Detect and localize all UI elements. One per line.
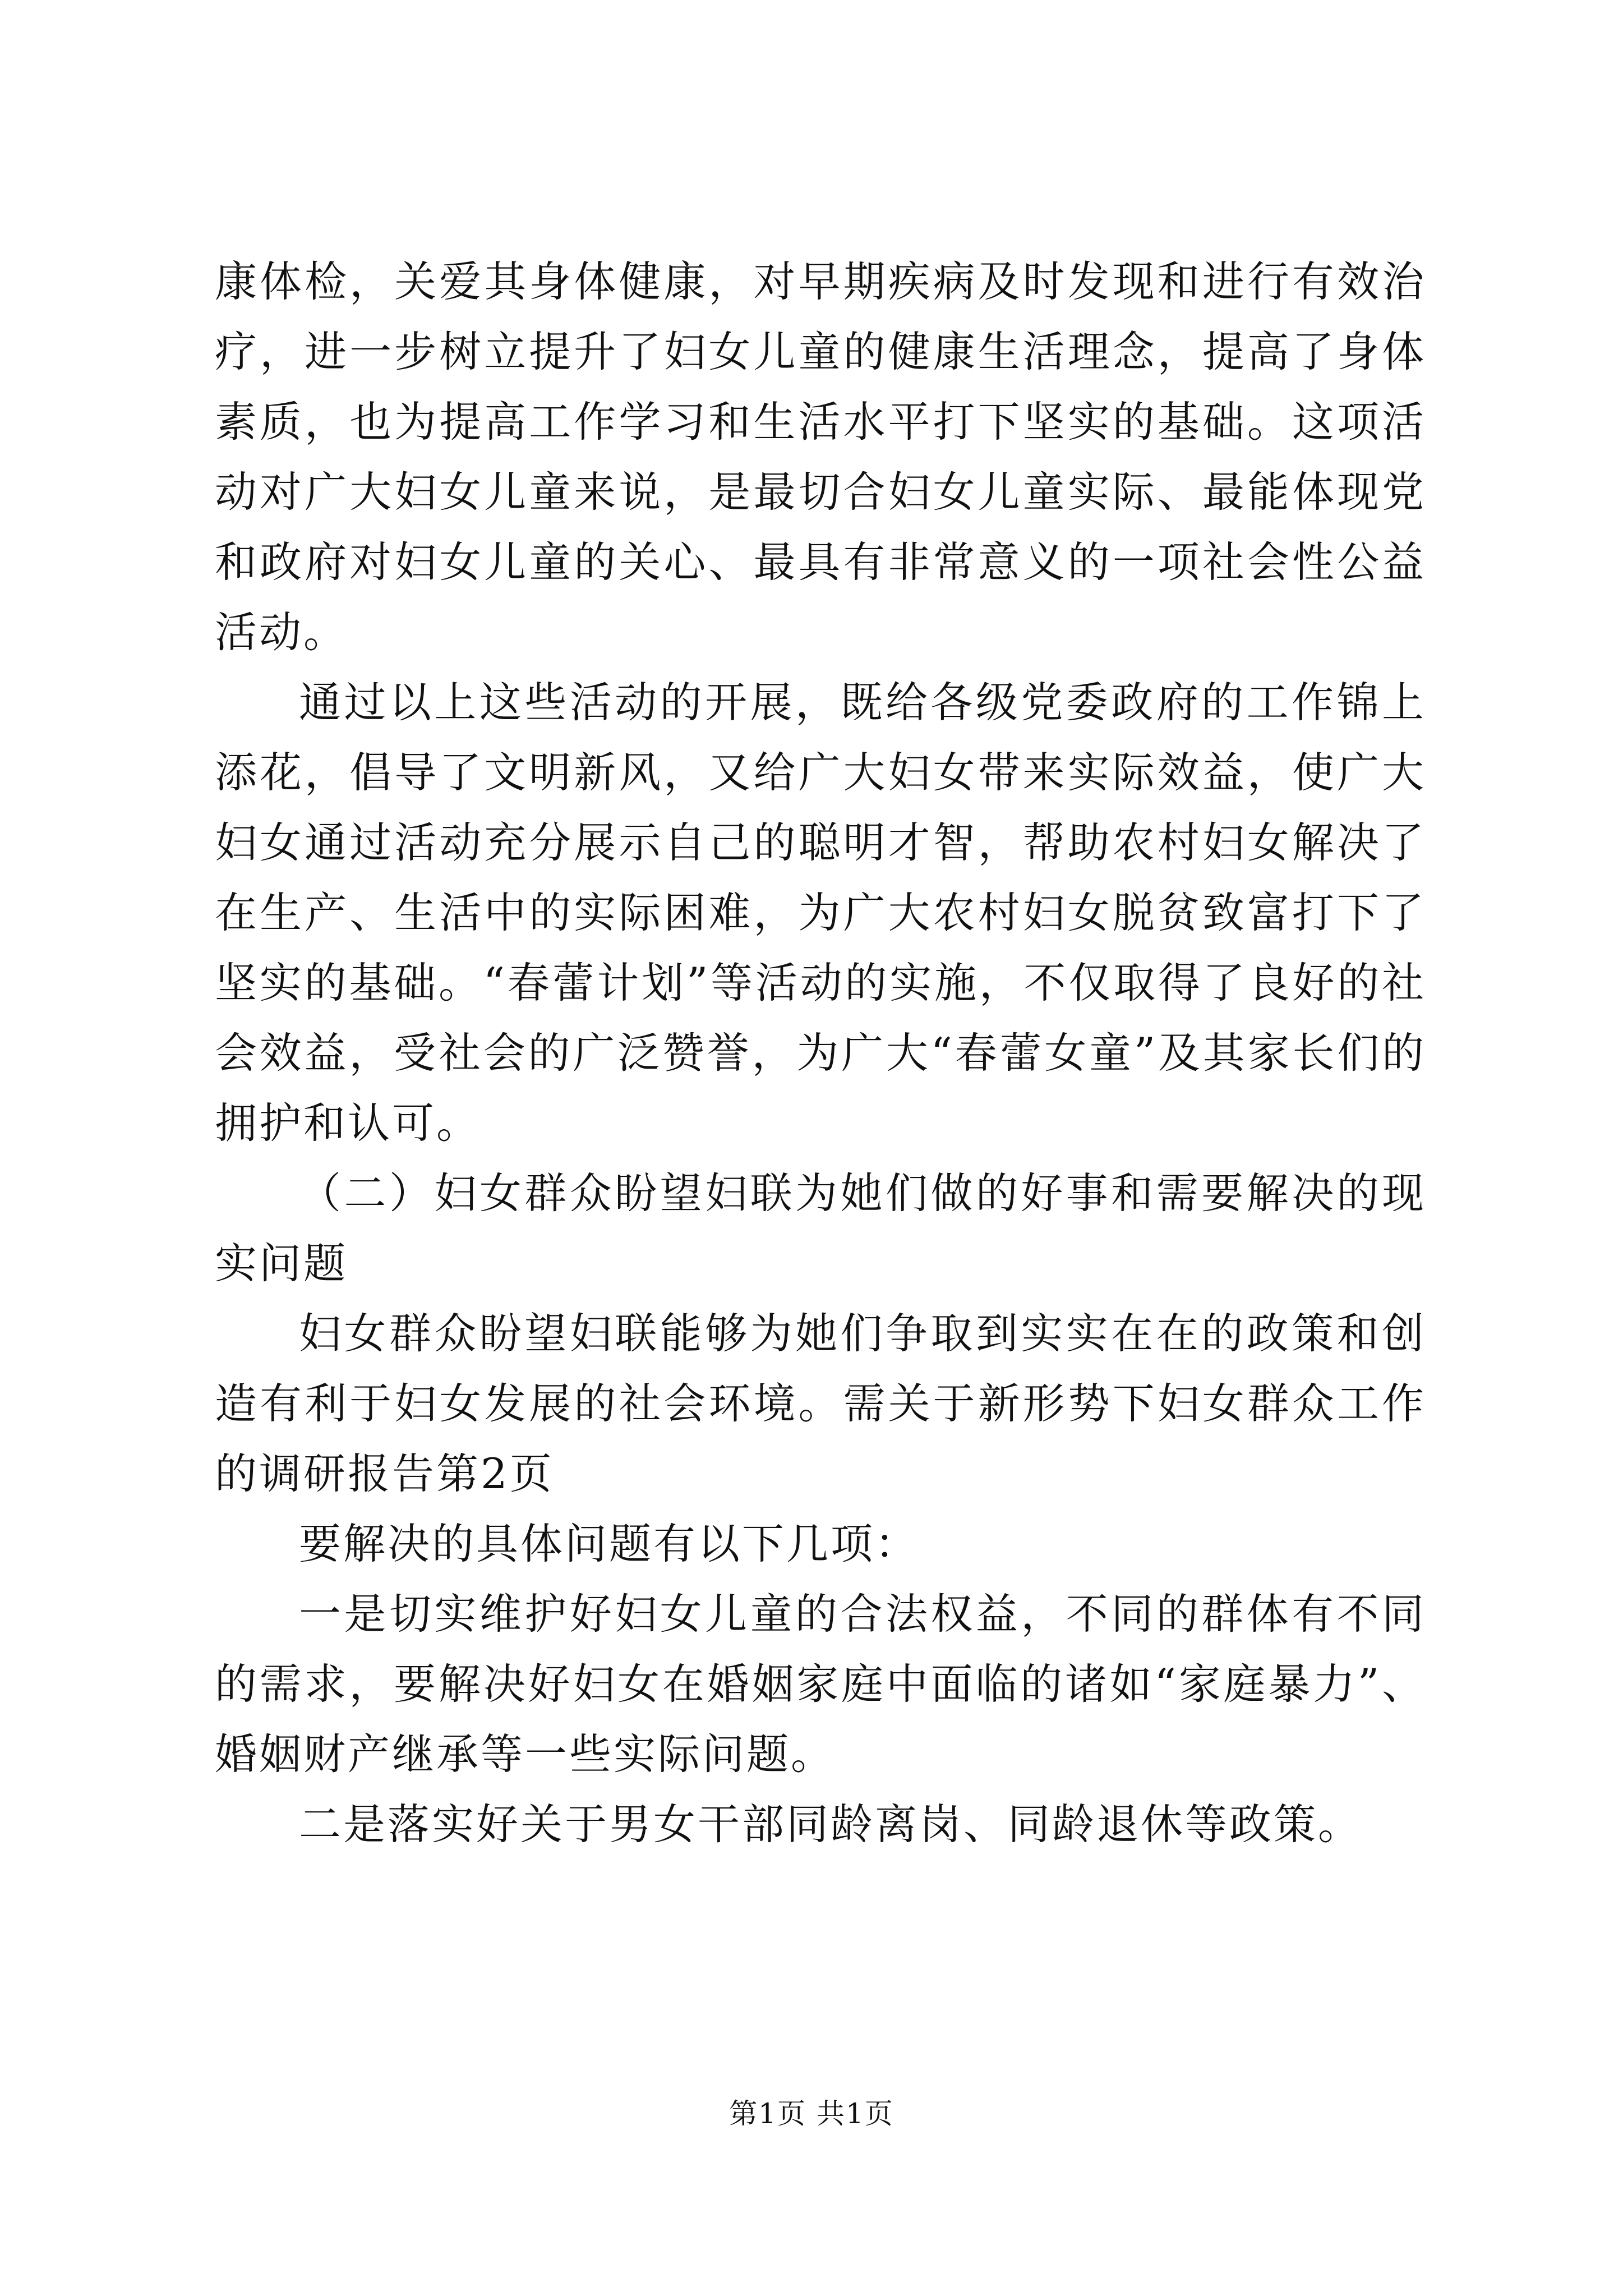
paragraph-issue-one: 一是切实维护好妇女儿童的合法权益，不同的群体有不同的需求，要解决好妇女在婚姻家庭中面临的诸如“家庭暴力”、婚姻财产继承等一些实际问题。 (215, 1589, 1426, 1779)
paragraph-expectations: 妇女群众盼望妇联能够为她们争取到实实在在的政策和创造有利于妇女发展的社会环境。需关于新形势下妇女群众工作的调研报告第2页 (215, 1309, 1426, 1498)
paragraph-issues-intro: 要解决的具体问题有以下几项： (299, 1519, 920, 1568)
paragraph-activities-summary: 通过以上这些活动的开展，既给各级党委政府的工作锦上添花，倡导了文明新风，又给广大妇女带来实际效益，使广大妇女通过活动充分展示自己的聪明才智，帮助农村妇女解决了在生产、生活中的实际困难，为广大农村妇女脱贫致富打下了坚实的基础。“春蕾计划”等活动的实施，不仅取得了良好的社会效益，受社会的广泛赞誉，为广大“春蕾女童”及其家长们的拥护和认可。 (215, 678, 1426, 1148)
paragraph-continued: 康体检，关爱其身体健康，对早期疾病及时发现和进行有效治疗，进一步树立提升了妇女儿童的健康生活理念，提高了身体素质，也为提高工作学习和生活水平打下坚实的基础。这项活动对广大妇女儿童来说，是最切合妇女儿童实际、最能体现党和政府对妇女儿童的关心、最具有非常意义的一项社会性公益活动。 (215, 257, 1426, 657)
paragraph-issue-two: 二是落实好关于男女干部同龄离岗、同龄退休等政策。 (299, 1800, 1363, 1849)
document-body (215, 247, 1426, 1860)
page-footer: 第1页 共1页 (729, 2097, 894, 2130)
section-heading: （二）妇女群众盼望妇联为她们做的好事和需要解决的现实问题 (215, 1168, 1426, 1288)
